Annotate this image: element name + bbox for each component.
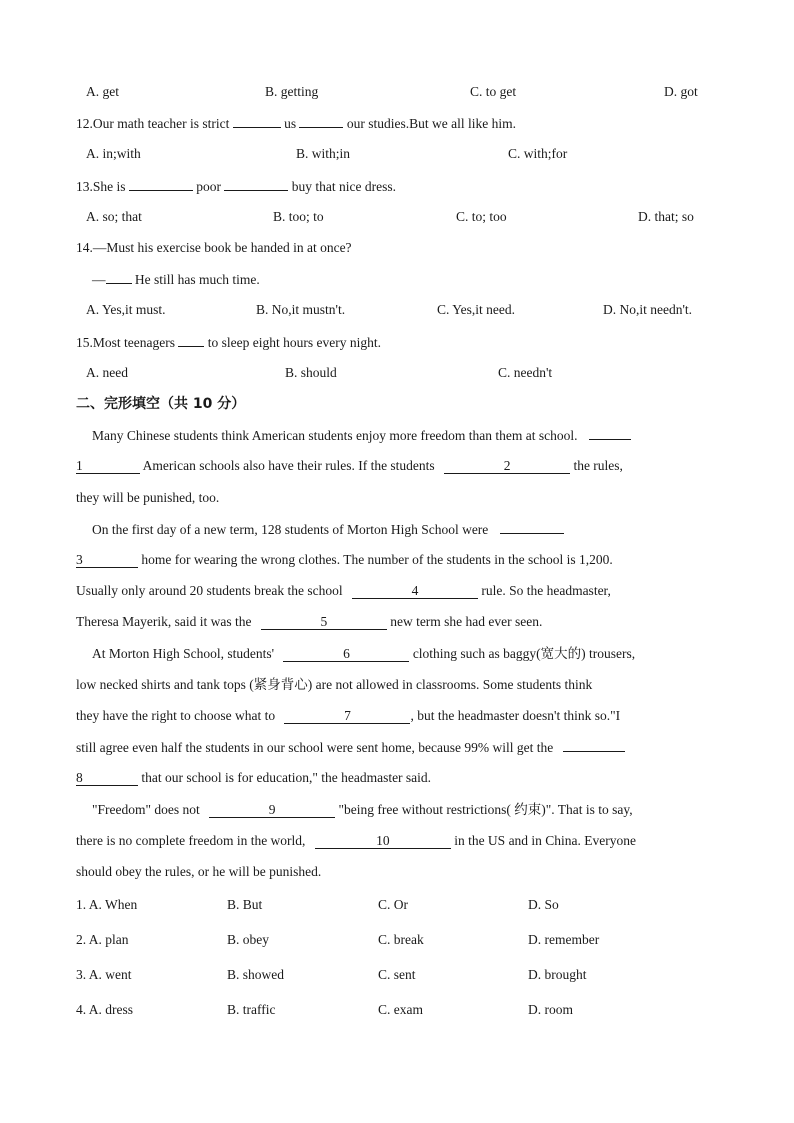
q11-option-d: D. got — [664, 84, 698, 99]
passage-text: the rules, — [573, 458, 623, 473]
option-c: C. exam — [378, 1002, 423, 1017]
q13-option-d: D. that; so — [638, 209, 694, 224]
q14-option-c: C. Yes,it need. — [437, 302, 516, 317]
passage-line-12 — [76, 767, 431, 789]
option-d: D. So — [528, 897, 559, 912]
passage-line-11 — [76, 736, 625, 758]
q14-reply-text: He still has much time. — [134, 272, 260, 287]
option-a: 4. A. dress — [76, 1002, 133, 1017]
passage-blank-3-start — [500, 518, 564, 534]
q14-stem: 14.—Must his exercise book be handed in at once? — [76, 240, 352, 255]
q12-stem-part3: our studies.But we all like him. — [346, 116, 516, 131]
passage-text: Many Chinese students think American students enjoy more freedom than them at school. — [92, 428, 578, 443]
passage-text: American schools also have their rules. If the students — [142, 458, 435, 473]
q13-stem-part2: poor — [196, 179, 222, 194]
passage-blank-8-start — [563, 736, 625, 752]
q12-stem-part2: us — [284, 116, 297, 131]
option-a: 2. A. plan — [76, 932, 129, 947]
q13-option-b: B. too; to — [273, 209, 324, 224]
option-d: D. brought — [528, 967, 587, 982]
q12-option-b: B. with;in — [296, 146, 351, 161]
passage-text: On the first day of a new term, 128 students of Morton High School were — [92, 522, 489, 537]
passage-blank-1: 1 — [76, 458, 140, 474]
q13-blank-1 — [129, 175, 193, 191]
passage-blank-8: 8 — [76, 770, 138, 786]
passage-blank-10: 10 — [315, 833, 451, 849]
passage-text: rule. So the headmaster, — [481, 583, 611, 598]
passage-text: new term she had ever seen. — [390, 614, 543, 629]
q15-stem — [76, 331, 381, 353]
passage-text: "Freedom" does not — [92, 802, 200, 817]
option-a: 3. A. went — [76, 967, 132, 982]
option-c: C. Or — [378, 897, 408, 912]
passage-text: they have the right to choose what to — [76, 708, 276, 723]
passage-line-10 — [76, 705, 620, 727]
option-d: D. remember — [528, 932, 600, 947]
passage-blank-4: 4 — [352, 583, 478, 599]
option-b: B. But — [227, 897, 263, 912]
q12-option-a: A. in;with — [86, 146, 141, 161]
q14-option-b: B. No,it mustn't. — [256, 302, 346, 317]
passage-line-1 — [92, 424, 631, 446]
q15-options — [0, 362, 794, 384]
q14-reply — [92, 268, 260, 290]
cloze-options-3 — [0, 964, 794, 986]
q12-option-c: C. with;for — [508, 146, 568, 161]
q14-blank — [106, 268, 132, 284]
q13-stem-part1: 13.She is — [76, 179, 126, 194]
q14-option-d: D. No,it needn't. — [603, 302, 693, 317]
q12-stem — [76, 112, 516, 134]
passage-text: home for wearing the wrong clothes. The number of the students in the school is 1,200. — [141, 552, 613, 567]
option-b: B. traffic — [227, 1002, 276, 1017]
q12-blank-1 — [233, 112, 281, 128]
q15-option-c: C. needn't — [498, 365, 553, 380]
passage-text: clothing such as baggy(宽大的) trousers, — [412, 646, 636, 661]
q11-option-c: C. to get — [470, 84, 517, 99]
passage-line-4 — [92, 518, 564, 540]
q13-blank-2 — [224, 175, 288, 191]
passage-blank-6: 6 — [283, 646, 409, 662]
q14-options — [0, 299, 794, 321]
q12-stem-part1: 12.Our math teacher is strict — [76, 116, 230, 131]
q14-reply-dash: — — [92, 272, 106, 287]
passage-line-8 — [92, 643, 635, 665]
passage-blank-9: 9 — [209, 802, 335, 818]
option-a: 1. A. When — [76, 897, 138, 912]
passage-blank-3: 3 — [76, 552, 138, 568]
passage-line-14 — [76, 830, 636, 852]
passage-blank-2: 2 — [444, 458, 570, 474]
q11-option-b: B. getting — [265, 84, 319, 99]
cloze-options-4 — [0, 999, 794, 1021]
option-b: B. showed — [227, 967, 284, 982]
option-c: C. break — [378, 932, 424, 947]
passage-line-6 — [76, 580, 611, 602]
q12-blank-2 — [299, 112, 343, 128]
q15-option-b: B. should — [285, 365, 337, 380]
q15-blank — [178, 331, 204, 347]
q14-option-a: A. Yes,it must. — [86, 302, 166, 317]
passage-text: Theresa Mayerik, said it was the — [76, 614, 252, 629]
passage-line-5 — [76, 549, 613, 571]
passage-text: in the US and in China. Everyone — [454, 833, 637, 848]
passage-line-13 — [92, 799, 633, 821]
passage-line-15: should obey the rules, or he will be punished. — [76, 864, 322, 879]
q13-option-a: A. so; that — [86, 209, 142, 224]
q15-stem-part1: 15.Most teenagers — [76, 335, 175, 350]
q11-options — [0, 81, 794, 103]
q15-option-a: A. need — [86, 365, 128, 380]
passage-line-3: they will be punished, too. — [76, 490, 220, 505]
q13-stem — [76, 175, 396, 197]
q13-option-c: C. to; too — [456, 209, 507, 224]
passage-text: that our school is for education," the headmaster said. — [141, 770, 432, 785]
passage-text: still agree even half the students in our school were sent home, because 99% will get the — [76, 740, 554, 755]
q13-options — [0, 206, 794, 228]
q12-options — [0, 143, 794, 165]
option-c: C. sent — [378, 967, 416, 982]
cloze-options-1 — [0, 894, 794, 916]
passage-text: "being free without restrictions( 约束)". That is to say, — [338, 802, 633, 817]
passage-text: there is no complete freedom in the world, — [76, 833, 306, 848]
passage-text: , but the headmaster doesn't think so."I — [410, 708, 621, 723]
q15-stem-part2: to sleep eight hours every night. — [207, 335, 381, 350]
q11-option-a: A. get — [86, 84, 119, 99]
passage-line-2 — [76, 455, 623, 477]
q13-stem-part3: buy that nice dress. — [291, 179, 396, 194]
passage-text: At Morton High School, students' — [92, 646, 275, 661]
option-b: B. obey — [227, 932, 269, 947]
option-d: D. room — [528, 1002, 573, 1017]
passage-blank-5: 5 — [261, 614, 387, 630]
passage-blank-7: 7 — [284, 708, 410, 724]
passage-blank-1-start — [589, 424, 631, 440]
passage-line-7 — [76, 611, 542, 633]
cloze-options-2 — [0, 929, 794, 951]
passage-text: Usually only around 20 students break the school — [76, 583, 343, 598]
passage-line-9: low necked shirts and tank tops (紧身背心) are not allowed in classrooms. Some students think — [76, 677, 593, 692]
section-heading: 二、完形填空（共 10 分） — [76, 396, 246, 412]
